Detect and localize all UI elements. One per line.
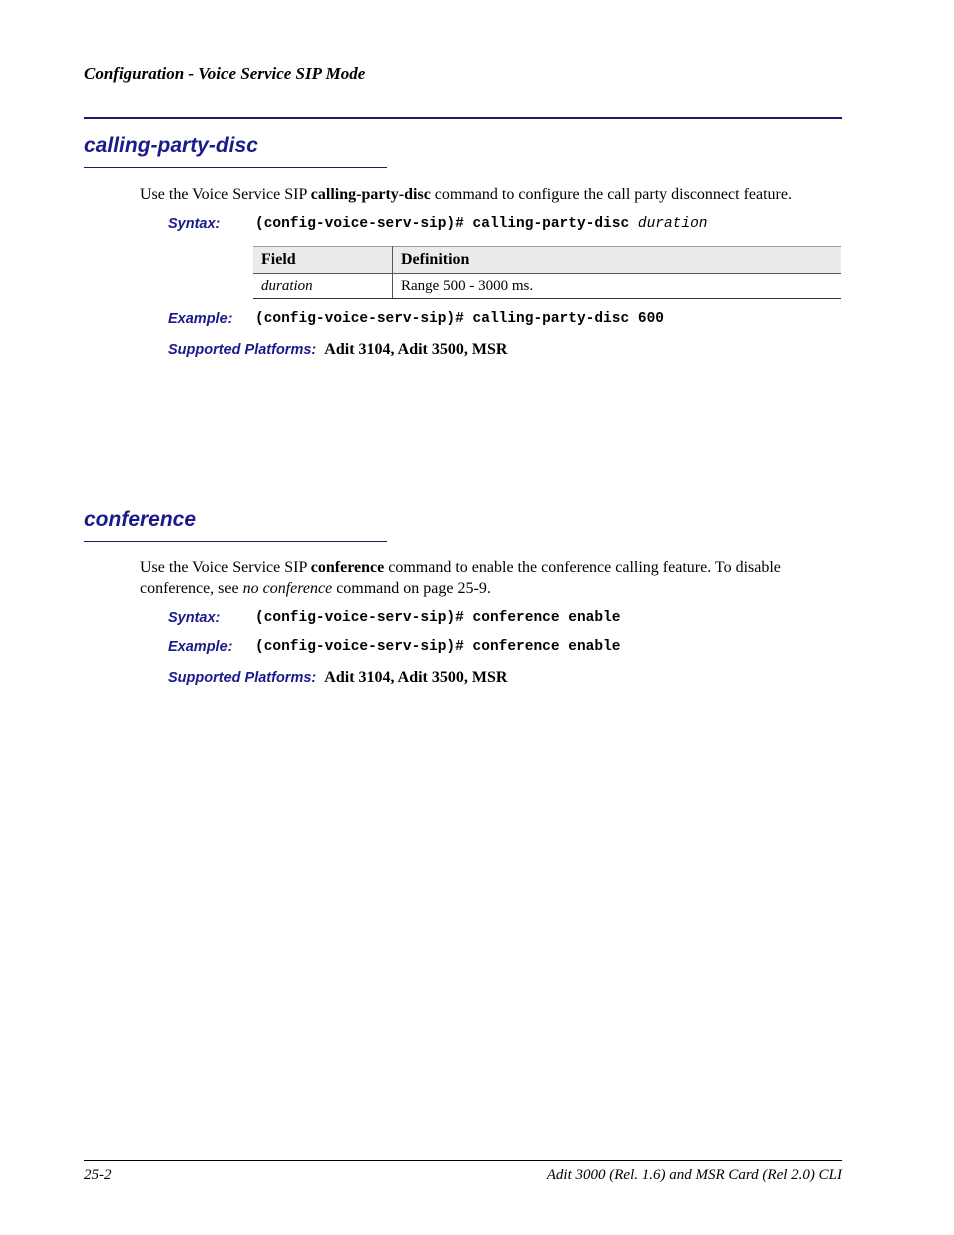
platforms-label <box>168 341 507 359</box>
footer-rule <box>84 1160 842 1161</box>
column-header-definition: Definition <box>393 247 842 274</box>
syntax-code <box>255 216 708 232</box>
intro-text: Use the Voice Service SIP <box>140 559 311 576</box>
field-definition-table <box>253 246 841 299</box>
column-header-field: Field <box>253 247 393 274</box>
syntax-parameter: duration <box>637 216 708 232</box>
running-header: Configuration - Voice Service SIP Mode <box>84 64 366 83</box>
section-title-conference: conference <box>84 508 197 531</box>
section-intro <box>140 184 845 205</box>
intro-command: conference <box>310 559 385 576</box>
syntax-label: Syntax: <box>168 216 221 232</box>
platforms-value: Adit 3104, Adit 3500, MSR <box>324 341 508 358</box>
intro-text: command on page 25-9. <box>332 580 491 597</box>
platforms-label <box>168 669 507 687</box>
syntax-command: (config-voice-serv-sip)# calling-party-disc <box>255 216 638 232</box>
section-intro <box>140 557 845 599</box>
intro-text: command to configure the call party disconnect feature. <box>430 186 792 203</box>
platforms-label-text: Supported Platforms: <box>168 670 317 686</box>
table-header-row <box>253 247 841 274</box>
table-row <box>253 274 841 299</box>
header-rule <box>84 117 842 119</box>
syntax-code: (config-voice-serv-sip)# conference enable <box>255 610 621 626</box>
page-number: 25-2 <box>84 1167 112 1183</box>
section-rule <box>84 541 387 542</box>
table-cell-definition: Range 500 - 3000 ms. <box>393 274 842 299</box>
intro-command: calling-party-disc <box>310 186 431 203</box>
section-rule <box>84 167 387 168</box>
intro-text: command to enable the conference calling feature. To disable conference, see <box>140 559 781 597</box>
table-cell-field: duration <box>253 274 393 299</box>
intro-reference: no conference <box>242 580 333 597</box>
example-code: (config-voice-serv-sip)# conference enable <box>255 639 621 655</box>
example-code: (config-voice-serv-sip)# calling-party-disc 600 <box>255 311 664 327</box>
platforms-value: Adit 3104, Adit 3500, MSR <box>324 669 508 686</box>
platforms-label-text: Supported Platforms: <box>168 342 317 358</box>
section-title-calling-party-disc: calling-party-disc <box>84 134 258 157</box>
example-label: Example: <box>168 639 233 655</box>
syntax-label: Syntax: <box>168 610 221 626</box>
example-label: Example: <box>168 311 233 327</box>
document-title: Adit 3000 (Rel. 1.6) and MSR Card (Rel 2.0) CLI <box>546 1167 842 1183</box>
intro-text: Use the Voice Service SIP <box>140 186 311 203</box>
